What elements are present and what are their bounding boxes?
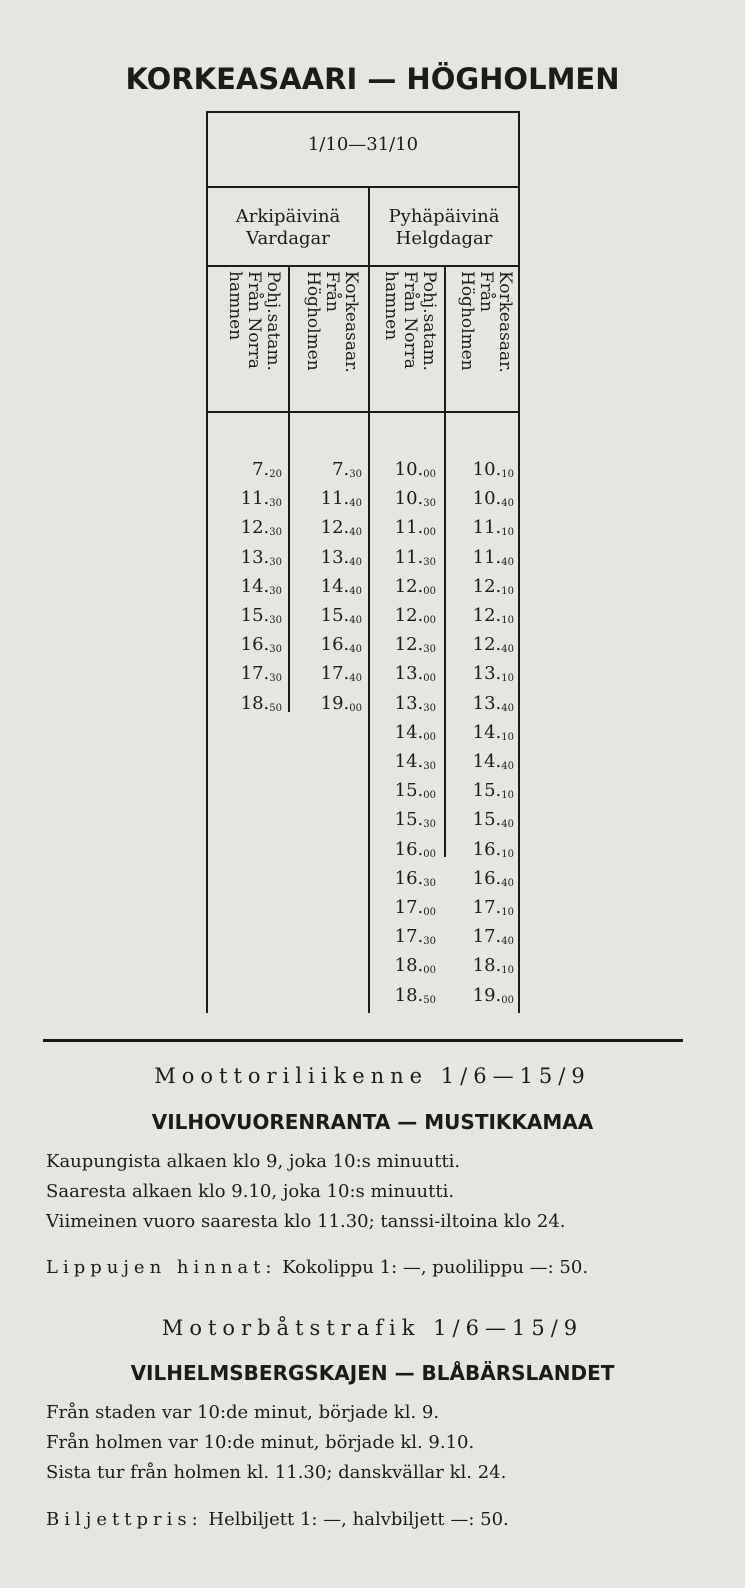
time-cell: 11.00 bbox=[394, 517, 436, 539]
time-cell: 12.00 bbox=[394, 575, 436, 597]
time-cell: 17.10 bbox=[472, 897, 514, 918]
motor-price-text: Kokolippu 1: —, puolilippu —: 50. bbox=[282, 1257, 589, 1278]
weekday-header bbox=[208, 206, 368, 250]
header-bottom-rule bbox=[208, 411, 518, 413]
motorbat-line-2: Från holmen var 10:de minut, började kl. 9.10. bbox=[46, 1432, 475, 1453]
time-cell: 10.00 bbox=[394, 459, 436, 480]
motor-price bbox=[46, 1257, 588, 1278]
time-cell: 11.40 bbox=[472, 546, 514, 568]
motor-line-2: Saaresta alkaen klo 9.10, joka 10:s minuutti. bbox=[46, 1181, 455, 1202]
time-cell: 15.00 bbox=[394, 780, 436, 802]
time-cell: 11.40 bbox=[320, 488, 362, 510]
time-cell: 13.00 bbox=[394, 663, 436, 685]
holiday-label-fi: Pyhäpäivinä bbox=[388, 206, 500, 227]
time-cell: 18.50 bbox=[240, 692, 282, 714]
time-cell: 7.30 bbox=[332, 459, 362, 480]
time-cell: 14.00 bbox=[394, 721, 436, 743]
holiday-column-divider bbox=[444, 267, 446, 857]
time-cell: 17.30 bbox=[394, 926, 436, 948]
motorbat-line-1: Från staden var 10:de minut, började kl. 9. bbox=[46, 1402, 440, 1423]
time-cell: 17.30 bbox=[240, 663, 282, 685]
time-cell: 17.00 bbox=[394, 897, 436, 918]
time-cell: 10.40 bbox=[472, 488, 514, 510]
time-cell: 16.10 bbox=[472, 838, 514, 860]
time-cell: 15.40 bbox=[320, 605, 362, 626]
time-cell: 19.00 bbox=[472, 984, 514, 1006]
motor-route: VILHOVUORENRANTA — MUSTIKKAMAA bbox=[151, 1110, 594, 1134]
time-cell: 16.30 bbox=[240, 634, 282, 656]
time-cell: 14.10 bbox=[472, 721, 514, 743]
time-cell: 12.30 bbox=[394, 634, 436, 656]
motorbat-line-3: Sista tur från holmen kl. 11.30; danskvällar kl. 24. bbox=[46, 1462, 507, 1483]
time-cell: 13.40 bbox=[472, 692, 514, 714]
time-cell: 11.10 bbox=[472, 517, 514, 539]
time-cell: 10.30 bbox=[394, 488, 436, 510]
weekday-column-divider bbox=[288, 267, 290, 712]
motor-header: Moottoriliikenne 1/6—15/9 bbox=[154, 1064, 591, 1088]
time-cell: 13.10 bbox=[472, 663, 514, 685]
holiday-label-sv: Helgdagar bbox=[395, 228, 493, 249]
time-cell: 16.40 bbox=[472, 867, 514, 889]
section-divider bbox=[43, 1039, 683, 1042]
time-cell: 7.20 bbox=[252, 459, 282, 480]
group-divider bbox=[368, 188, 370, 1013]
time-cell: 16.00 bbox=[394, 838, 436, 860]
weekday-label-fi: Arkipäivinä bbox=[235, 206, 341, 227]
time-cell: 17.40 bbox=[320, 663, 362, 685]
motorbat-price-text: Helbiljett 1: —, halvbiljett —: 50. bbox=[208, 1509, 509, 1530]
time-cell: 18.10 bbox=[472, 955, 514, 977]
time-cell: 16.30 bbox=[394, 867, 436, 889]
time-cell: 17.40 bbox=[472, 926, 514, 948]
time-cell: 18.00 bbox=[394, 955, 436, 977]
time-cell: 14.30 bbox=[394, 751, 436, 772]
table-right-border bbox=[518, 111, 520, 1013]
time-cell: 14.40 bbox=[472, 751, 514, 772]
time-cell: 15.30 bbox=[240, 605, 282, 626]
time-cell: 13.30 bbox=[394, 692, 436, 714]
time-cell: 14.40 bbox=[320, 575, 362, 597]
motor-line-3: Viimeinen vuoro saaresta klo 11.30; tanssi-iltoina klo 24. bbox=[46, 1211, 566, 1232]
time-cell: 15.10 bbox=[472, 780, 514, 802]
time-cell: 12.00 bbox=[394, 605, 436, 626]
time-cell: 12.40 bbox=[472, 634, 514, 656]
time-cell: 14.30 bbox=[240, 575, 282, 597]
time-cell: 18.50 bbox=[394, 984, 436, 1006]
time-cell: 11.30 bbox=[240, 488, 282, 510]
motorbat-price-label: Biljettpris: bbox=[46, 1509, 203, 1530]
time-cell: 10.10 bbox=[472, 459, 514, 480]
motorbat-route: VILHELMSBERGSKAJEN — BLÅBÄRSLANDET bbox=[130, 1361, 615, 1385]
motor-price-label: Lippujen hinnat: bbox=[46, 1257, 277, 1278]
time-cell: 13.40 bbox=[320, 546, 362, 568]
time-cell: 11.30 bbox=[394, 546, 436, 568]
time-cell: 16.40 bbox=[320, 634, 362, 656]
time-cell: 12.40 bbox=[320, 517, 362, 539]
weekday-label-sv: Vardagar bbox=[246, 228, 330, 249]
motorbat-header: Motorbåtstrafik 1/6—15/9 bbox=[161, 1316, 584, 1340]
time-cell: 15.30 bbox=[394, 809, 436, 831]
period-label: 1/10—31/10 bbox=[307, 134, 419, 155]
time-cell: 13.30 bbox=[240, 546, 282, 568]
time-cell: 15.40 bbox=[472, 809, 514, 831]
motorbat-price bbox=[46, 1509, 509, 1530]
time-cell: 12.10 bbox=[472, 605, 514, 626]
time-cell: 12.30 bbox=[240, 517, 282, 539]
page-title: KORKEASAARI — HÖGHOLMEN bbox=[125, 62, 620, 96]
period-rule bbox=[208, 186, 518, 188]
motor-line-1: Kaupungista alkaen klo 9, joka 10:s minuutti. bbox=[46, 1151, 461, 1172]
table-top-rule bbox=[208, 111, 520, 113]
holiday-header bbox=[370, 206, 518, 250]
group-rule bbox=[208, 265, 518, 267]
time-cell: 19.00 bbox=[320, 692, 362, 714]
time-cell: 12.10 bbox=[472, 575, 514, 597]
